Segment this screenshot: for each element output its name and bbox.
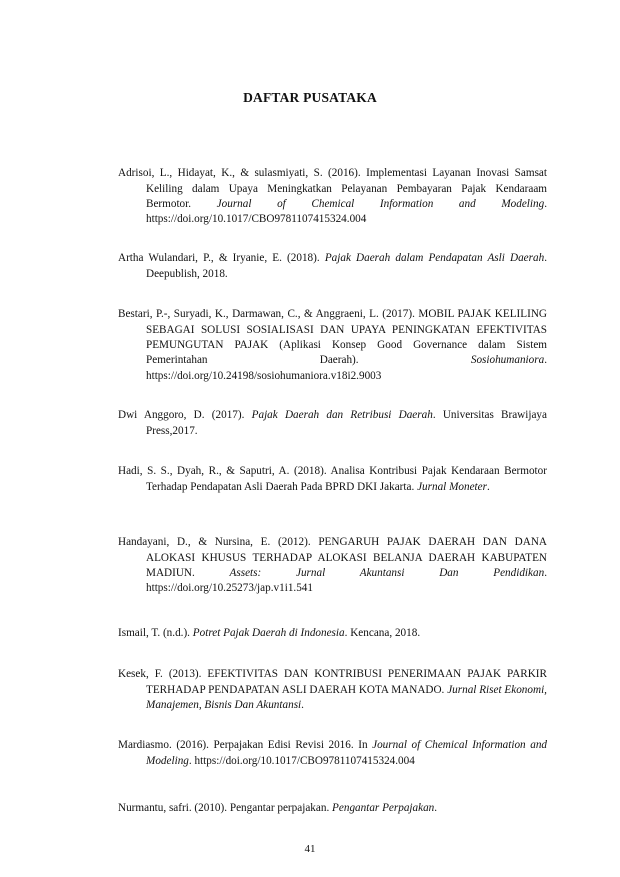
reference-entry [118,307,547,384]
reference-text: . Universitas Brawijaya Press,2017. [146,409,547,437]
reference-text: . https://doi.org/10.25273/jap.v1i1.541 [146,567,547,595]
page-title: DAFTAR PUSATAKA [243,90,377,105]
reference-text: Artha Wulandari, P., & Iryanie, E. (2018). [118,252,325,265]
reference-text: . https://doi.org/10.24198/sosiohumaniora.v18i2.9003 [146,354,547,382]
reference-entry [118,801,547,816]
reference-source-title: Assets: Jurnal Akuntansi Dan Pendidikan [229,567,545,579]
reference-text: Mardiasmo. (2016). Perpajakan Edisi Revisi 2016. In [118,739,373,752]
reference-entry [118,535,547,597]
reference-text: . [486,480,490,493]
reference-text: Bestari, P.-, Suryadi, K., Darmawan, C., & Anggraeni, L. (2017). MOBIL PAJAK KELILING SEBAGAI SOLUSI SOSIALISASI DAN UPAYA PENINGKATAN EFEKTIVITAS PEMUNGUTAN PAJAK (Aplikasi Konsep Good Governance dalam Sistem Pemerintahan Daerah). [118,308,547,367]
reference-entry [118,667,547,713]
reference-text: . https://doi.org/10.1017/CBO9781107415324.004 [188,754,415,767]
reference-text: Hadi, S. S., Dyah, R., & Saputri, A. (2018). Analisa Kontribusi Pajak Kendaraan Bermotor Terhadap Pendapatan Asli Daerah Pada BPRD DKI Jakarta. [118,465,547,493]
reference-source-title: Pengantar Perpajakan [332,802,435,815]
reference-text: . [301,699,304,711]
reference-text: Nurmantu, safri. (2010). Pengantar perpajakan. [118,802,333,815]
page-number: 41 [304,843,316,855]
reference-entry [118,464,547,495]
reference-entry [118,738,547,769]
reference-text: . Kencana, 2018. [344,627,421,640]
reference-entry [118,166,547,228]
reference-source-title: Sosiohumaniora [470,354,545,367]
reference-entry [118,251,547,282]
reference-text: Kesek, F. (2013). EFEKTIVITAS DAN KONTRIBUSI PENERIMAAN PAJAK PARKIR TERHADAP PENDAPATAN ASLI DAERAH KOTA MANADO. [118,668,547,696]
reference-source-title: Pajak Daerah dalam Pendapatan Asli Daerah [324,252,545,265]
reference-source-title: Potret Pajak Daerah di Indonesia [192,627,345,640]
reference-text: . [434,802,438,815]
reference-entry [118,408,547,439]
reference-source-title: Jurnal Moneter [417,480,487,493]
reference-entry [118,626,547,641]
reference-source-title: Pajak Daerah dan Retribusi Daerah [251,409,433,422]
reference-text: Dwi Anggoro, D. (2017). [118,409,252,422]
reference-source-title: Jurnal Riset Ekonomi, Manajemen, Bisnis Dan Akuntansi [146,683,547,711]
reference-source-title: Journal of Chemical Information and Modeling [216,198,545,210]
reference-source-title: Journal of Chemical Information and Modeling [146,739,548,767]
reference-text: Handayani, D., & Nursina, E. (2012). PENGARUH PAJAK DAERAH DAN DANA ALOKASI KHUSUS TERHADAP ALOKASI BELANJA DAERAH KABUPATEN MADIUN. [118,536,547,579]
reference-text: . Deepublish, 2018. [146,252,547,280]
reference-text: Adrisoi, L., Hidayat, K., & sulasmiyati, S. (2016). Implementasi Layanan Inovasi Samsat Keliling dalam Upaya Meningkatkan Pelayanan Pembayaran Pajak Kendaraam Bermotor. [118,167,547,210]
reference-text: Ismail, T. (n.d.). [118,627,193,640]
reference-text: . https://doi.org/10.1017/CBO9781107415324.004 [146,198,547,226]
